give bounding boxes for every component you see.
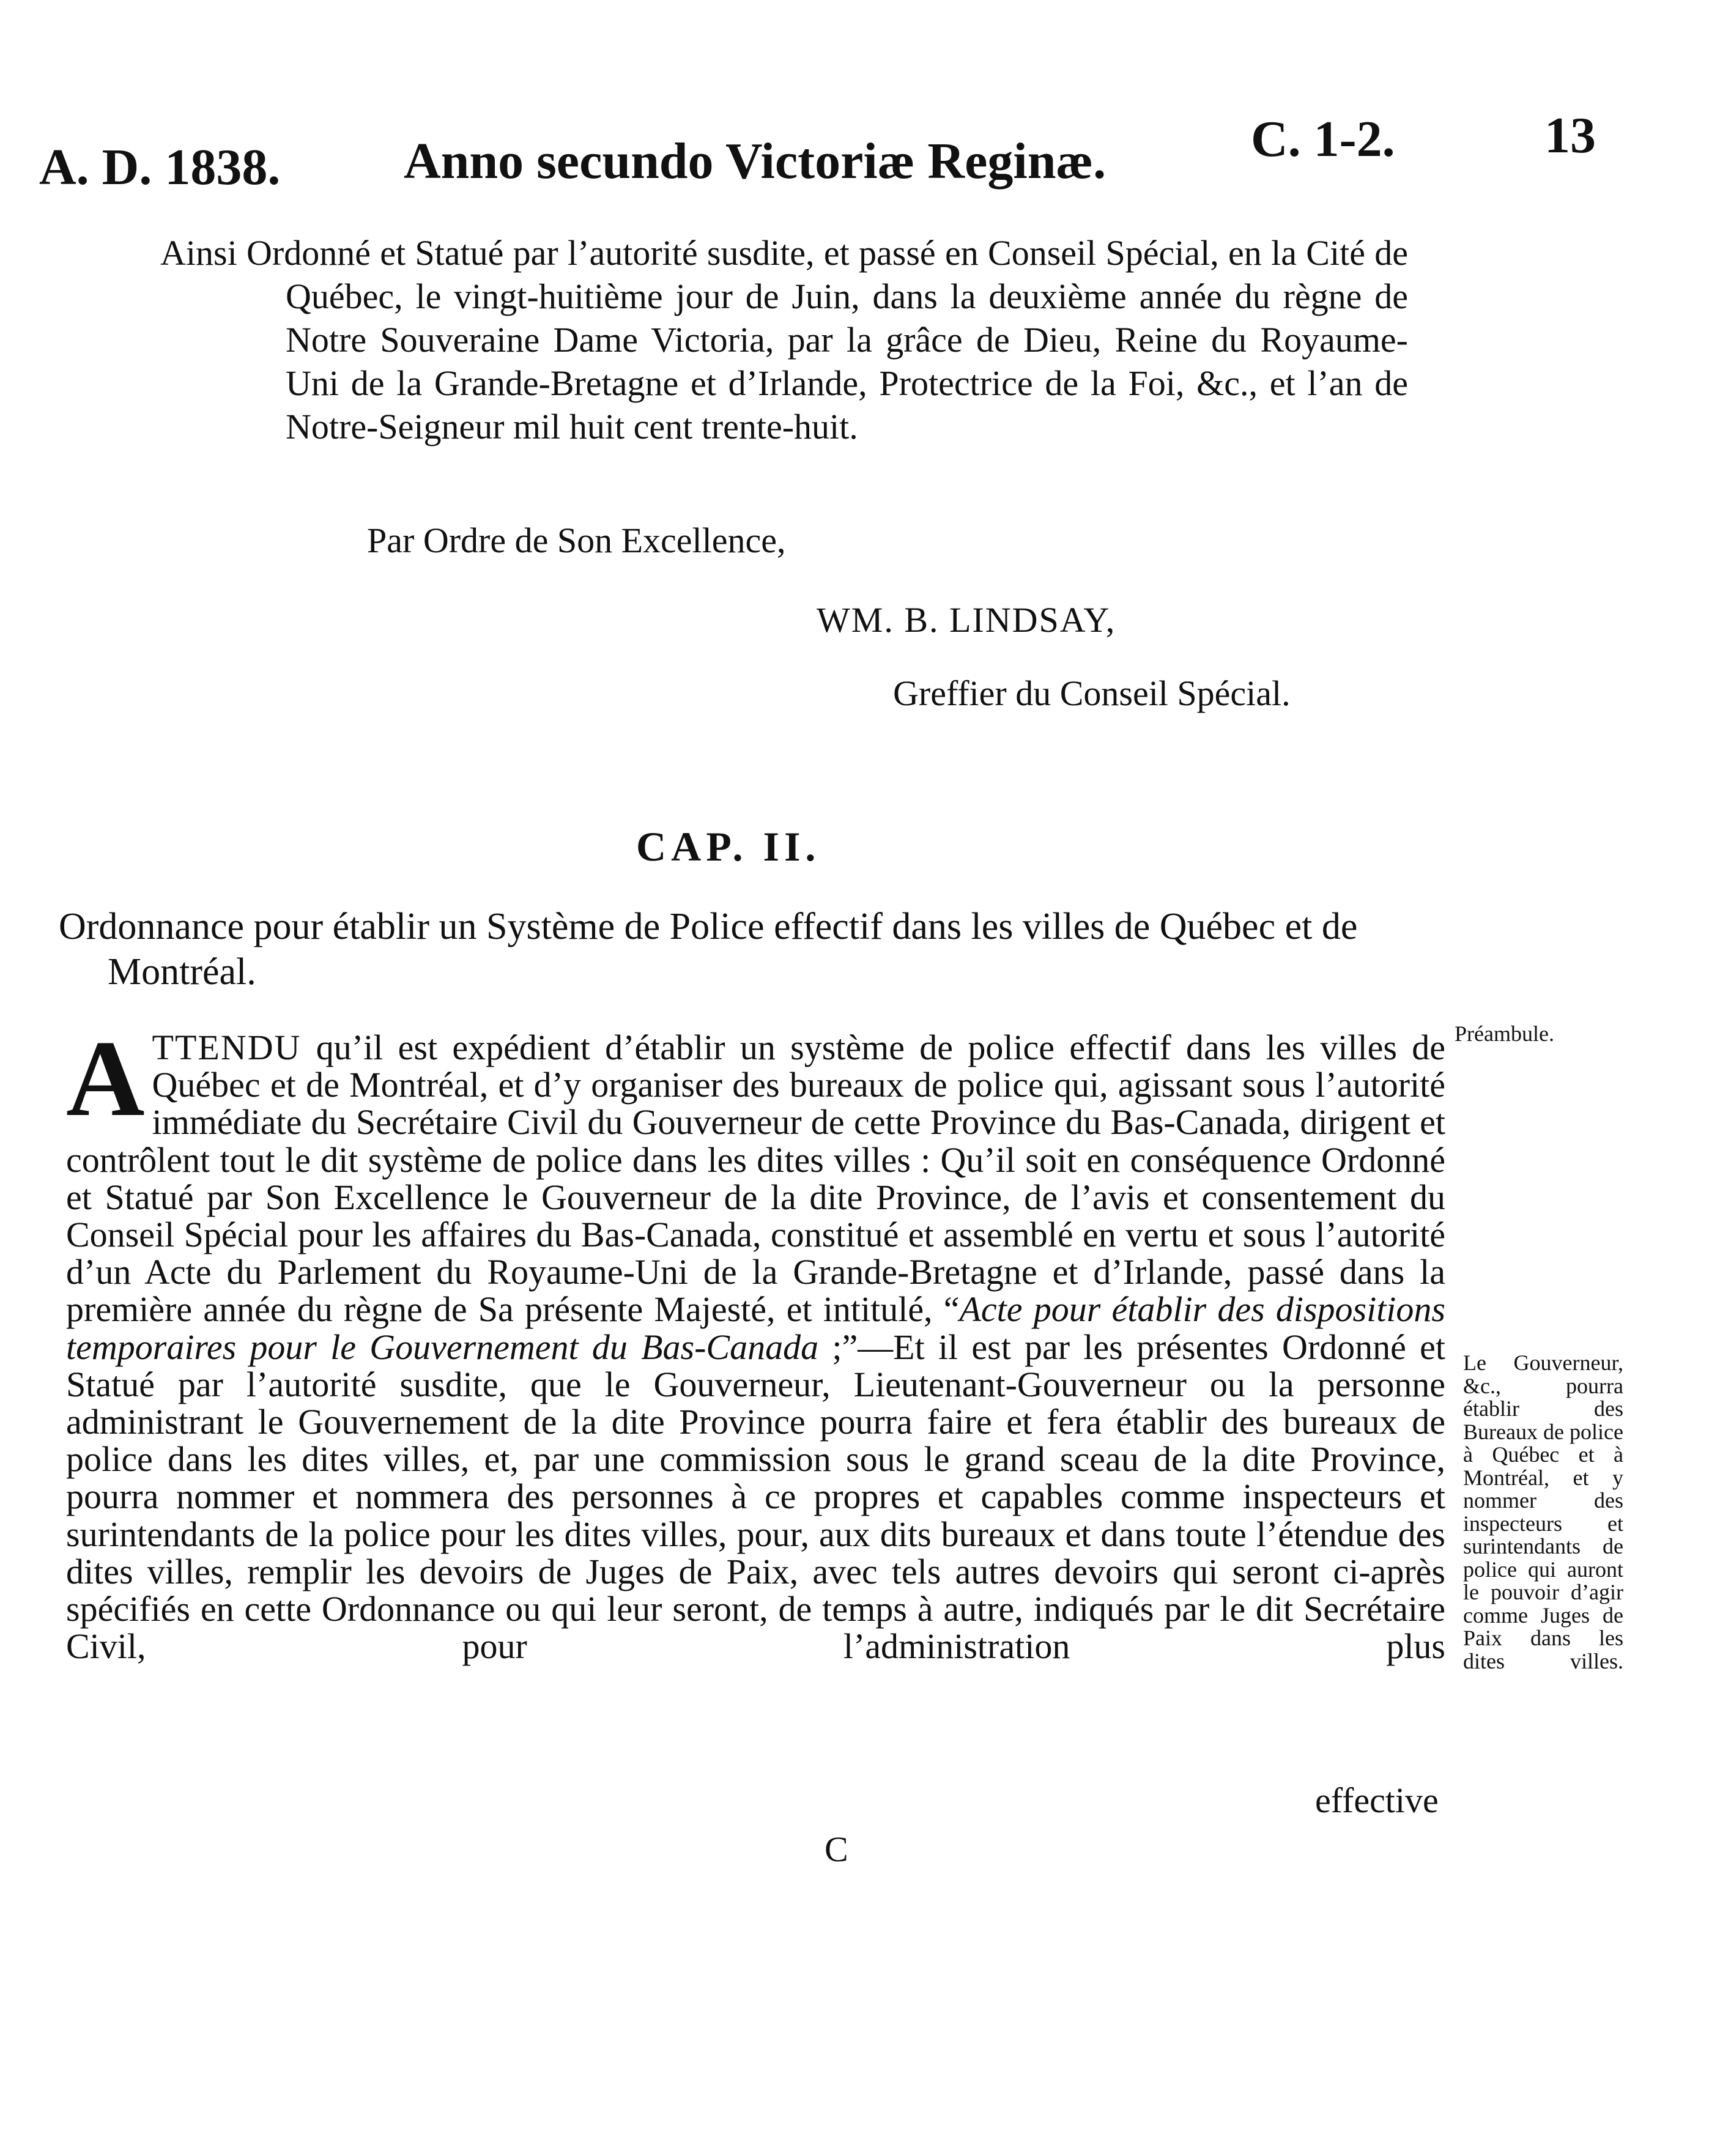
enactment-clause: Ainsi Ordonné et Statué par l’autorité susdite, et passé en Conseil Spécial, en la Cité de Québec, le vingt-huitième jour de Juin, dans la deuxième année du règne de Notre Souveraine Dame Victoria, par la grâce de Dieu, Reine du Royaume-Uni de la Grande-Bretagne et d’Irlande, Protectrice de la Foi, &c., et l’an de Notre-Seigneur mil huit cent trente-huit.	[160, 233, 1408, 446]
body-text-part-1: qu’il est expédient d’établir un système de police effectif dans les villes de Québec et de Montréal, et d’y organiser des bureaux de police qui, agissant sous l’autorité immédiate du Secrétaire Civil du Gouverneur de cette Province du Bas-Canada, dirigent et contrôlent tout le dit système de police dans les dites villes : Qu’il soit en conséquence Ordonné et Statué par Son Excellence le Gouverneur de la dite Province, de l’avis et consentement du Conseil Spécial pour les affaires du Bas-Canada, constitué et assemblé en vertu et sous l’autorité d’un Acte du Parlement du Royaume-Uni de la Grande-Bretagne et d’Irlande, passé dans la première année du règne de Sa présente Majesté, et intitulé, “	[66, 1028, 1445, 1330]
header-title: Anno secundo Victoriæ Reginæ.	[404, 133, 1107, 190]
by-order-line: Par Ordre de Son Excellence,	[367, 520, 786, 560]
margin-note-preamble: Préambule.	[1455, 1021, 1554, 1046]
header-year: A. D. 1838.	[39, 139, 281, 196]
drop-cap: A	[66, 1018, 145, 1139]
header-chapter: C. 1-2.	[1251, 111, 1395, 168]
margin-note-governor: Le Gouverneur, &c., pourra établir des Bureaux de police à Québec et à Montréal, et y nommer des inspecteurs et surintendants de police qui auront le pouvoir d’agir comme Juges de Paix dans les dites villes.	[1463, 1350, 1623, 1673]
catchword: effective	[1315, 1780, 1439, 1820]
ordinance-title: Ordonnance pour établir un Système de Police effectif dans les villes de Québec et de Montréal.	[59, 906, 1358, 993]
chapter-heading: CAP. II.	[636, 823, 821, 870]
signatory-name: WM. B. LINDSAY,	[817, 600, 1116, 640]
page-number: 13	[1544, 107, 1596, 164]
ordinance-body	[66, 1018, 1445, 1667]
signature-mark: C	[825, 1829, 848, 1869]
italic-act-title: Acte pour établir des dispositions temporaires pour le Gouvernement du Bas-Canada	[66, 1289, 1445, 1367]
signatory-title: Greffier du Conseil Spécial.	[893, 673, 1291, 713]
body-text-part-2: ;”—Et il est par les présentes Ordonné et Statué par l’autorité susdite, que le Gouverneur, Lieutenant-Gouverneur ou la personne administrant le Gouvernement de la dite Province pourra faire et fera établir des bureaux de police dans les dites villes, et, par une commission sous le grand sceau de la dite Province, pourra nommer et nommera des personnes à ce propres et capables comme inspecteurs et surintendants de la police pour les dites villes, pour, aux dits bureaux et dans toute l’étendue des dites villes, remplir les devoirs de Juges de Paix, avec tels autres devoirs qui seront ci-après spécifiés en cette Ordonnance ou qui leur seront, de temps à autre, indiqués par le dit Secrétaire Civil, pour l’administration plus	[66, 1327, 1445, 1667]
opening-word: TTENDU	[152, 1028, 302, 1067]
